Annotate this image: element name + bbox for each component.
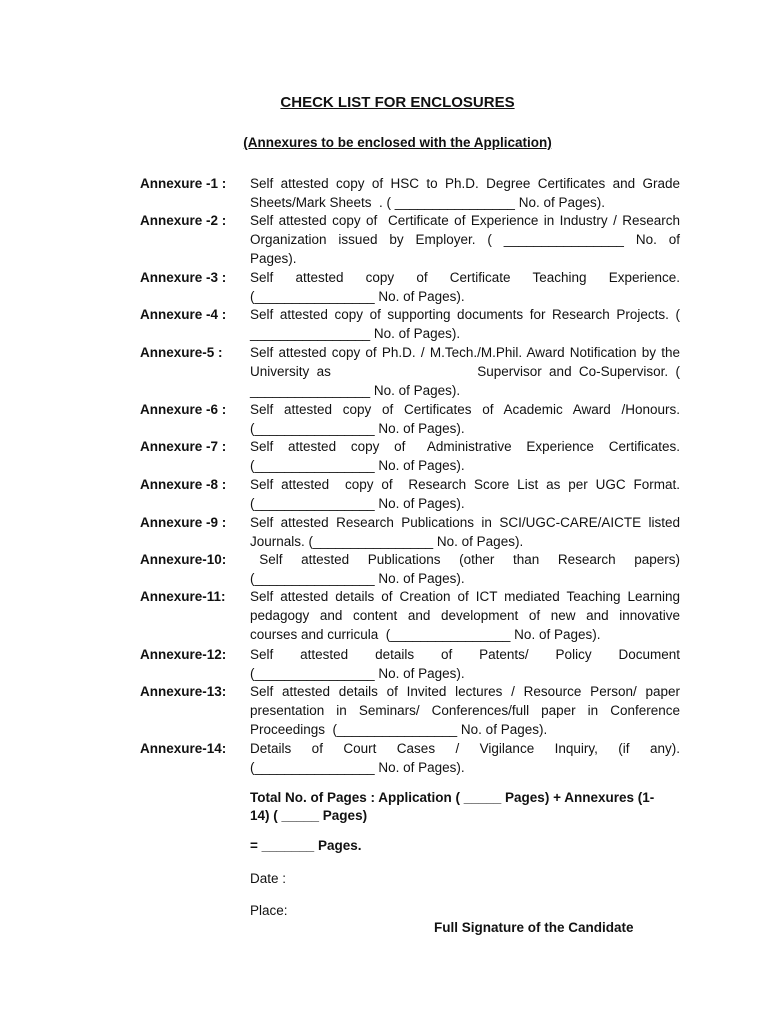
- annexure-description-line: Pages).: [250, 250, 297, 266]
- annexure-description: [250, 551, 680, 589]
- annexure-description-line: Self attested details of Patents/ Policy Document: [250, 647, 680, 662]
- annexure-label: Annexure -8 :: [140, 477, 227, 492]
- annexure-description-line: Self attested copy of HSC to Ph.D. Degree Certificates and Grade: [250, 176, 680, 191]
- annexure-label: Annexure -3 :: [140, 270, 227, 285]
- annexure-description: [250, 212, 680, 268]
- annexure-description-line: Self attested details of Creation of ICT mediated Teaching Learning: [250, 589, 680, 604]
- annexure-description-line: (________________ No. of Pages).: [250, 570, 465, 586]
- annexure-description-line: presentation in Seminars/ Conferences/full paper in Conference: [250, 702, 680, 718]
- annexure-description-line: (________________ No. of Pages).: [250, 457, 465, 473]
- annexure-description-line: courses and curricula (________________ No. of Pages).: [250, 626, 601, 642]
- annexure-label: Annexure -1 :: [140, 176, 227, 191]
- annexure-description-line: Self attested copy of Research Score List as per UGC Format.: [250, 477, 680, 492]
- annexure-description-line: Self attested Research Publications in SCI/UGC-CARE/AICTE listed: [250, 515, 680, 530]
- total-pages-line-2: 14) ( _____ Pages): [250, 808, 368, 823]
- annexure-description-line: pedagogy and content and development of new and innovative: [250, 607, 680, 623]
- annexure-description-line: Organization issued by Employer. ( ________________ No. of: [250, 231, 680, 247]
- annexure-description-line: (________________ No. of Pages).: [250, 495, 465, 511]
- annexure-description-line: Sheets/Mark Sheets . ( ________________ No. of Pages).: [250, 194, 605, 210]
- annexure-description-line: (________________ No. of Pages).: [250, 288, 465, 304]
- annexure-description: [250, 438, 680, 476]
- annexure-label: Annexure-12:: [140, 647, 227, 662]
- annexure-description-line: Proceedings (________________ No. of Pages).: [250, 721, 548, 737]
- annexure-label: Annexure -7 :: [140, 439, 227, 454]
- annexure-label: Annexure -9 :: [140, 515, 227, 530]
- total-pages-line-1: Total No. of Pages : Application ( _____ Pages) + Annexures (1-: [250, 790, 655, 805]
- annexure-description-line: Self attested copy of Certificate Teaching Experience.: [250, 270, 680, 285]
- annexure-description: [250, 269, 680, 307]
- annexure-description-line: Self attested copy of Certificates of Academic Award /Honours.: [250, 402, 680, 417]
- annexure-description: [250, 588, 680, 644]
- annexure-description-line: (________________ No. of Pages).: [250, 665, 465, 681]
- annexure-description-line: Self attested Publications (other than Research papers): [250, 552, 680, 567]
- page-title: CHECK LIST FOR ENCLOSURES: [280, 94, 515, 111]
- annexure-label: Annexure-5 :: [140, 345, 223, 360]
- annexure-label: Annexure-14:: [140, 741, 227, 756]
- annexure-description: [250, 476, 680, 514]
- annexure-description-line: (________________ No. of Pages).: [250, 420, 465, 436]
- annexure-description: [250, 306, 680, 344]
- annexure-description: [250, 740, 680, 778]
- total-pages: [250, 789, 682, 825]
- annexure-description-line: Self attested copy of Ph.D. / M.Tech./M.Phil. Award Notification by the: [250, 345, 680, 360]
- annexure-label: Annexure -2 :: [140, 213, 227, 228]
- annexure-description-line: Journals. (________________ No. of Pages).: [250, 533, 524, 549]
- total-equals: = _______ Pages.: [250, 838, 362, 853]
- annexure-description: [250, 175, 680, 213]
- annexure-description-line: Self attested copy of supporting documents for Research Projects. (: [250, 307, 680, 322]
- annexure-label: Annexure -4 :: [140, 307, 227, 322]
- annexure-description-line: ________________ No. of Pages).: [250, 325, 461, 341]
- annexure-description: [250, 401, 680, 439]
- annexure-label: Annexure-13:: [140, 684, 227, 699]
- annexure-description-line: Self attested copy of Certificate of Experience in Industry / Research: [250, 213, 680, 228]
- date-label: Date :: [250, 871, 287, 886]
- annexure-label: Annexure -6 :: [140, 402, 227, 417]
- annexure-description-line: University as Supervisor and Co-Supervisor. (: [250, 363, 680, 379]
- page-subtitle: (Annexures to be enclosed with the Application): [243, 135, 552, 150]
- place-label: Place:: [250, 903, 288, 918]
- signature-label: Full Signature of the Candidate: [434, 920, 634, 935]
- annexure-description: [250, 344, 680, 400]
- annexure-description: [250, 514, 680, 552]
- annexure-description: [250, 646, 680, 684]
- annexure-description: [250, 683, 680, 739]
- annexure-description-line: Self attested copy of Administrative Experience Certificates.: [250, 439, 680, 454]
- annexure-label: Annexure-11:: [140, 589, 226, 604]
- annexure-label: Annexure-10:: [140, 552, 227, 567]
- annexure-description-line: ________________ No. of Pages).: [250, 382, 461, 398]
- annexure-description-line: (________________ No. of Pages).: [250, 759, 465, 775]
- annexure-description-line: Self attested details of Invited lectures / Resource Person/ paper: [250, 684, 680, 699]
- annexure-description-line: Details of Court Cases / Vigilance Inquiry, (if any).: [250, 741, 680, 756]
